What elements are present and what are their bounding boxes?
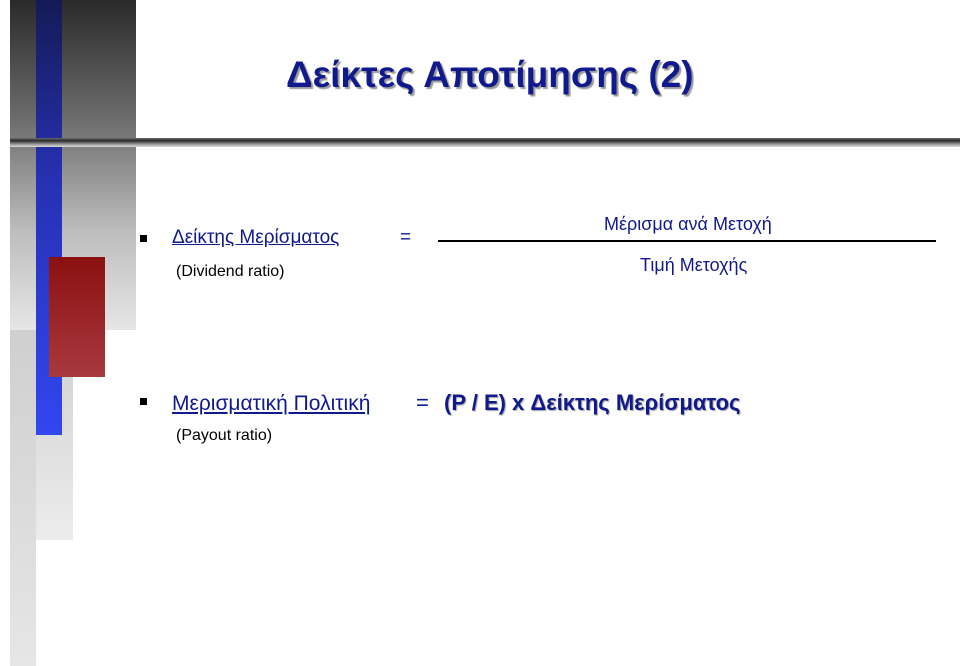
decorative-red-block xyxy=(49,257,105,377)
payout-formula: (P / E) x Δείκτης Μερίσματος xyxy=(444,390,741,415)
fraction-bar xyxy=(438,240,936,242)
decorative-gray-bar-thin xyxy=(10,330,36,666)
bullet-square-icon xyxy=(140,398,147,405)
payout-ratio-english: (Payout ratio) xyxy=(176,427,273,444)
dividend-ratio-label: Δείκτης Μερίσματος xyxy=(172,227,340,248)
slide-title: Δείκτες Αποτίμησης (2) xyxy=(286,54,694,95)
payout-policy-label: Μερισματική Πολιτική xyxy=(172,392,371,415)
equals-sign: = xyxy=(400,227,412,248)
fraction-numerator: Μέρισμα ανά Μετοχή xyxy=(604,214,772,234)
dividend-ratio-english: (Dividend ratio) xyxy=(176,263,285,280)
fraction-denominator: Τιμή Μετοχής xyxy=(640,255,748,275)
title-underline-rule xyxy=(10,138,960,147)
bullet-square-icon xyxy=(140,235,147,242)
equals-sign: = xyxy=(416,390,429,415)
